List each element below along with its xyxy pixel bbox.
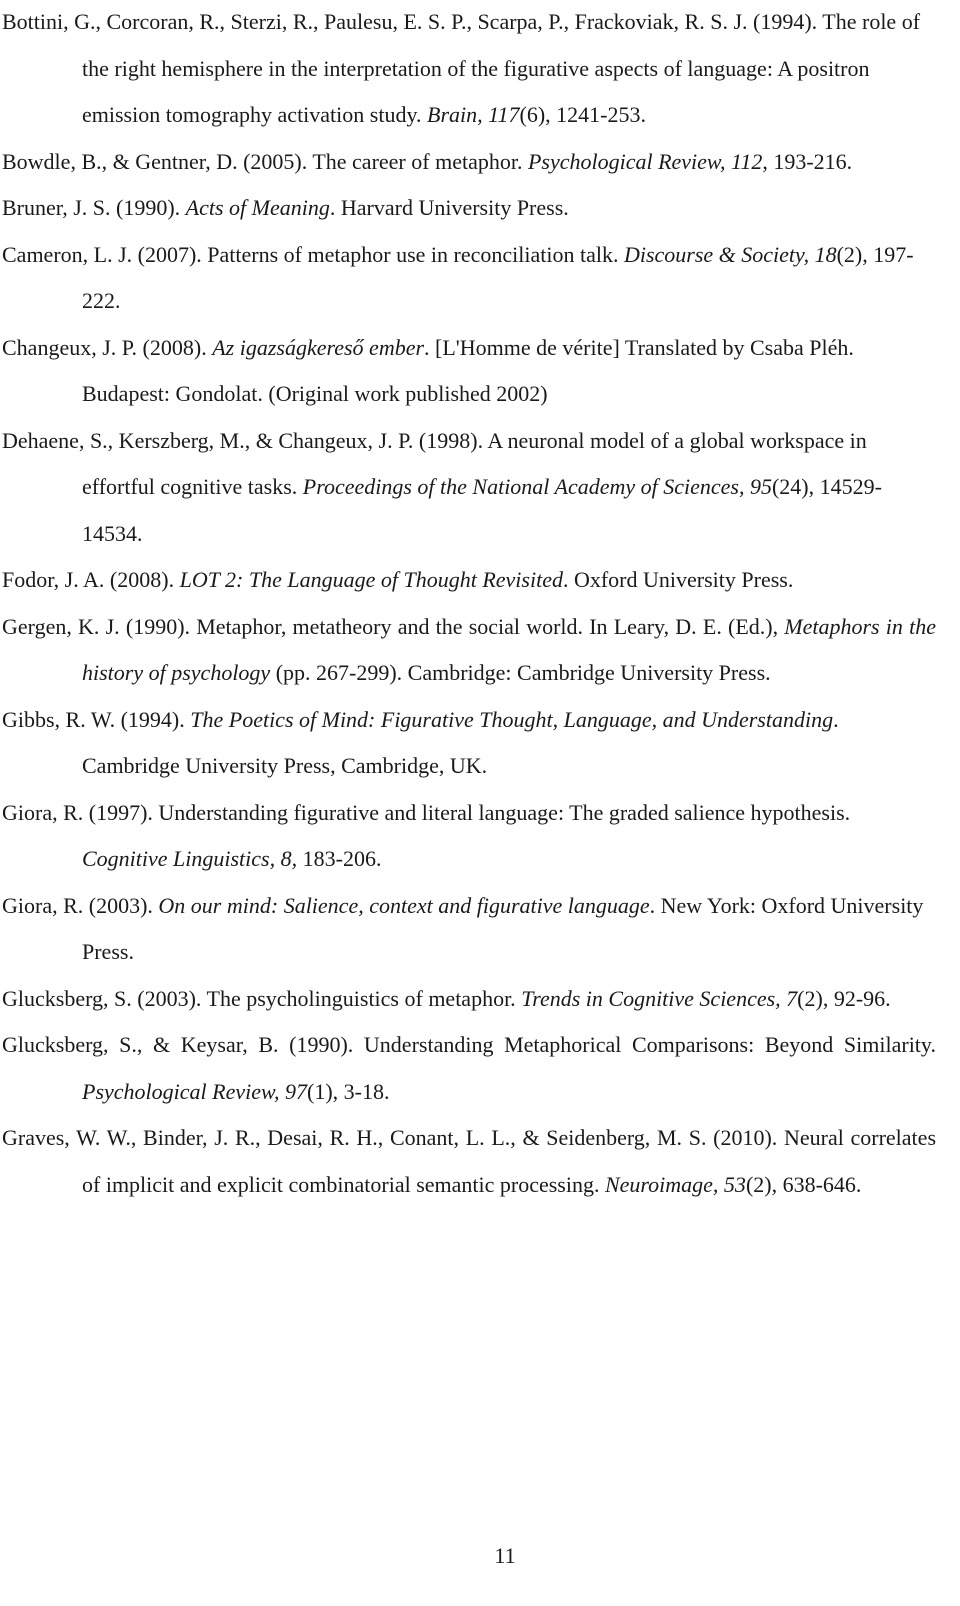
reference-italic-segment: The Poetics of Mind: Figurative Thought, Language, and Understanding	[190, 706, 834, 732]
reference-text-segment: . Harvard University Press.	[329, 195, 569, 220]
reference-text-segment: Glucksberg, S. (2003). The psycholinguistics of metaphor.	[2, 985, 522, 1011]
reference-entry-changeux-2008	[2, 325, 936, 418]
reference-text-segment: . New York: Oxford University Press.	[82, 892, 924, 964]
reference-entry-fodor-2008	[2, 557, 936, 604]
reference-entry-giora-2003	[2, 883, 936, 976]
reference-text-segment: (2), 197-222.	[82, 241, 914, 313]
reference-text-segment: Graves, W. W., Binder, J. R., Desai, R. H., Conant, L. L., & Seidenberg, M. S. (2010). Neural correlates of implicit and explicit combinatorial semantic processing.	[2, 1125, 936, 1197]
reference-text-segment: Changeux, J. P. (2008).	[2, 334, 213, 360]
reference-text-segment: (6), 1241-253.	[519, 102, 646, 127]
reference-text-segment: (24), 14529-14534.	[82, 474, 882, 546]
reference-entry-bruner-1990	[2, 185, 936, 232]
reference-italic-segment: Psychological Review, 112	[527, 148, 763, 174]
reference-text-segment: Gibbs, R. W. (1994).	[2, 706, 191, 732]
reference-entry-bowdle-2005	[2, 139, 936, 186]
reference-text-segment: , 193-216.	[762, 148, 853, 174]
reference-text-segment: Bowdle, B., & Gentner, D. (2005). The career of metaphor.	[2, 148, 528, 174]
reference-italic-segment: Discourse & Society, 18	[623, 241, 837, 267]
reference-text-segment: . Oxford University Press.	[562, 567, 794, 592]
reference-text-segment: . Cambridge University Press, Cambridge, UK.	[82, 706, 839, 778]
reference-text-segment: 183-206.	[297, 846, 382, 871]
reference-entry-glucksberg-1990	[2, 1022, 936, 1115]
reference-italic-segment: On our mind: Salience, context and figurative language	[158, 892, 650, 918]
reference-text-segment: Glucksberg, S., & Keysar, B. (1990). Understanding Metaphorical Comparisons: Beyond Similarity.	[2, 1032, 936, 1057]
reference-text-segment: Gergen, K. J. (1990). Metaphor, metatheory and the social world. In Leary, D. E. (Ed.),	[2, 613, 785, 639]
reference-italic-segment: Brain, 117	[427, 102, 520, 127]
reference-entry-gibbs-1994	[2, 697, 936, 790]
reference-entry-glucksberg-2003	[2, 976, 936, 1023]
reference-entry-bottini-1994	[2, 0, 936, 139]
reference-text-segment: Cameron, L. J. (2007). Patterns of metaphor use in reconciliation talk.	[2, 241, 624, 267]
reference-entry-gergen-1990	[2, 604, 936, 697]
reference-italic-segment: Az igazságkereső ember	[212, 334, 425, 360]
reference-list	[2, 0, 936, 1208]
reference-text-segment: Giora, R. (1997). Understanding figurative and literal language: The graded salience hypothesis.	[2, 799, 851, 825]
reference-entry-dehaene-1998	[2, 418, 936, 558]
reference-italic-segment: Psychological Review, 97	[82, 1078, 308, 1104]
reference-text-segment: Giora, R. (2003).	[2, 892, 159, 918]
reference-entry-graves-2010	[2, 1115, 936, 1208]
reference-text-segment: Bruner, J. S. (1990).	[2, 195, 186, 220]
reference-italic-segment: Metaphors in the history of psychology	[82, 613, 936, 685]
reference-italic-segment: Cognitive Linguistics, 8,	[82, 846, 298, 871]
reference-italic-segment: Proceedings of the National Academy of Sciences, 95	[302, 474, 772, 499]
reference-entry-cameron-2007	[2, 232, 936, 325]
reference-text-segment: (1), 3-18.	[307, 1078, 390, 1104]
reference-italic-segment: LOT 2: The Language of Thought Revisited	[179, 567, 563, 592]
reference-text-segment: Fodor, J. A. (2008).	[2, 567, 180, 592]
reference-italic-segment: Neuroimage, 53	[604, 1171, 746, 1197]
reference-text-segment: Dehaene, S., Kerszberg, M., & Changeux, J. P. (1998). A neuronal model of a global workspace in effortful cognitive tasks.	[2, 427, 867, 499]
reference-text-segment: Bottini, G., Corcoran, R., Sterzi, R., Paulesu, E. S. P., Scarpa, P., Frackoviak, R. S. J. (1994). The role of the right hemisphere in the interpretation of the figurative aspects of language: A positron emission tomography activation study.	[2, 9, 921, 127]
reference-italic-segment: Acts of Meaning	[185, 195, 330, 220]
reference-italic-segment: Trends in Cognitive Sciences, 7	[521, 985, 798, 1011]
reference-entry-giora-1997	[2, 790, 936, 883]
reference-text-segment: (pp. 267-299). Cambridge: Cambridge University Press.	[270, 660, 771, 685]
reference-text-segment: . [L'Homme de vérite] Translated by Csaba Pléh. Budapest: Gondolat. (Original work published 2002)	[82, 334, 854, 406]
page-number: 11	[494, 1543, 516, 1568]
reference-text-segment: (2), 638-646.	[745, 1171, 862, 1197]
reference-text-segment: (2), 92-96.	[797, 985, 891, 1011]
